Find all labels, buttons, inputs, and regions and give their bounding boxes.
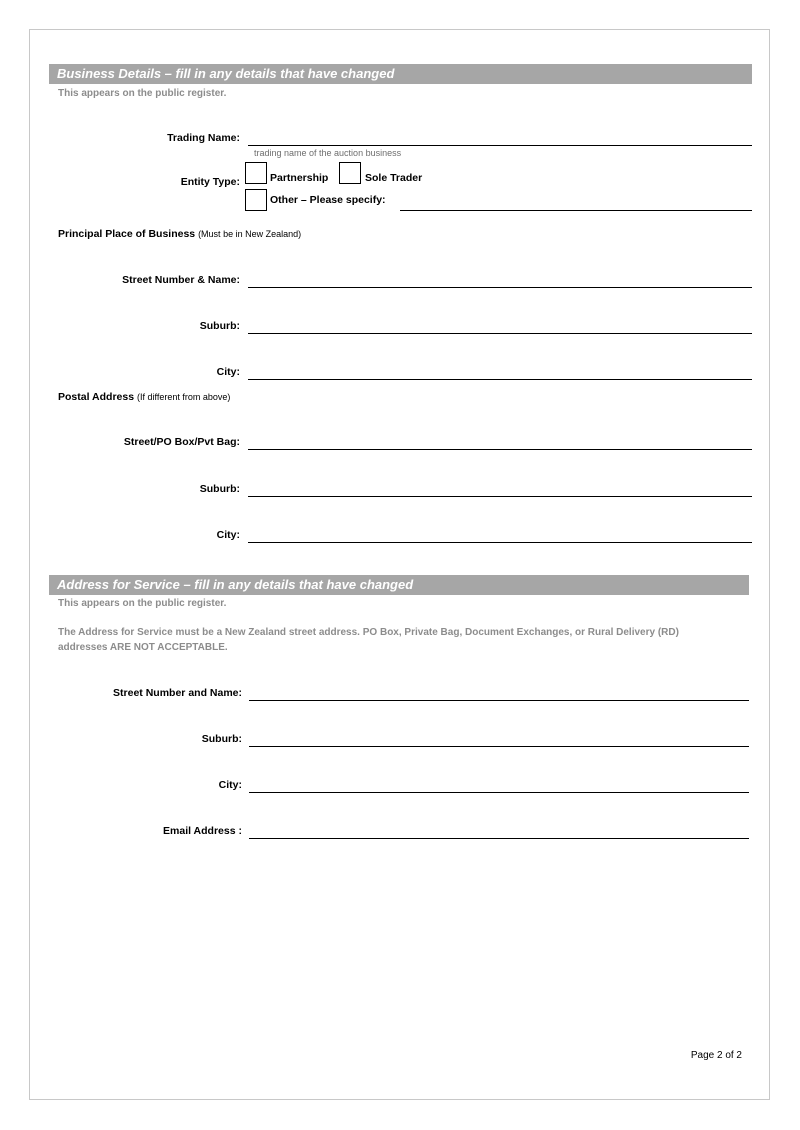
entity-type-label: Entity Type: <box>180 176 240 188</box>
service-street-label: Street Number and Name: <box>113 687 242 699</box>
trading-name-hint: trading name of the auction business <box>254 148 402 158</box>
principal-city-label: City: <box>216 366 240 378</box>
principal-suburb-label: Suburb: <box>199 320 240 332</box>
postal-suburb-label: Suburb: <box>199 483 240 495</box>
principal-place-title: Principal Place of Business <box>58 228 196 240</box>
service-suburb-field[interactable] <box>249 732 749 747</box>
business-public-register-note: This appears on the public register. <box>58 88 227 99</box>
service-warning-line1: The Address for Service must be a New Zealand street address. PO Box, Private Bag, Document Exchanges, or Rural Delivery (RD) <box>58 627 679 638</box>
postal-suburb-field[interactable] <box>248 482 752 497</box>
service-email-label: Email Address : <box>163 825 242 837</box>
sole-trader-label: Sole Trader <box>365 172 423 184</box>
postal-address-note: (If different from above) <box>136 392 231 402</box>
service-street-field[interactable] <box>249 686 749 701</box>
principal-city-field[interactable] <box>248 365 752 380</box>
service-warning-line2: addresses ARE NOT ACCEPTABLE. <box>58 642 228 653</box>
postal-street-field[interactable] <box>248 435 752 450</box>
partnership-label: Partnership <box>270 172 329 184</box>
other-label: Other – Please specify: <box>270 194 386 206</box>
postal-city-label: City: <box>216 529 240 541</box>
service-city-field[interactable] <box>249 778 749 793</box>
service-city-label: City: <box>218 779 242 791</box>
sole-trader-checkbox[interactable] <box>339 162 361 184</box>
partnership-checkbox[interactable] <box>245 162 267 184</box>
principal-street-label: Street Number & Name: <box>122 274 240 286</box>
postal-address-title: Postal Address <box>58 391 135 403</box>
principal-place-note: (Must be in New Zealand) <box>198 229 302 239</box>
address-for-service-header: Address for Service – fill in any details that have changed <box>49 575 749 595</box>
business-details-header: Business Details – fill in any details that have changed <box>49 64 752 84</box>
postal-address-heading <box>58 391 230 403</box>
service-suburb-label: Suburb: <box>201 733 242 745</box>
principal-suburb-field[interactable] <box>248 319 752 334</box>
other-checkbox[interactable] <box>245 189 267 211</box>
trading-name-field[interactable] <box>248 131 752 146</box>
page-border <box>29 29 770 1100</box>
principal-street-field[interactable] <box>248 273 752 288</box>
service-email-field[interactable] <box>249 824 749 839</box>
other-specify-field[interactable] <box>400 196 752 211</box>
postal-city-field[interactable] <box>248 528 752 543</box>
service-public-register-note: This appears on the public register. <box>58 598 227 609</box>
principal-place-heading <box>58 228 301 240</box>
postal-street-label: Street/PO Box/Pvt Bag: <box>123 436 240 448</box>
page-number: Page 2 of 2 <box>690 1050 742 1061</box>
trading-name-label: Trading Name: <box>167 132 240 144</box>
